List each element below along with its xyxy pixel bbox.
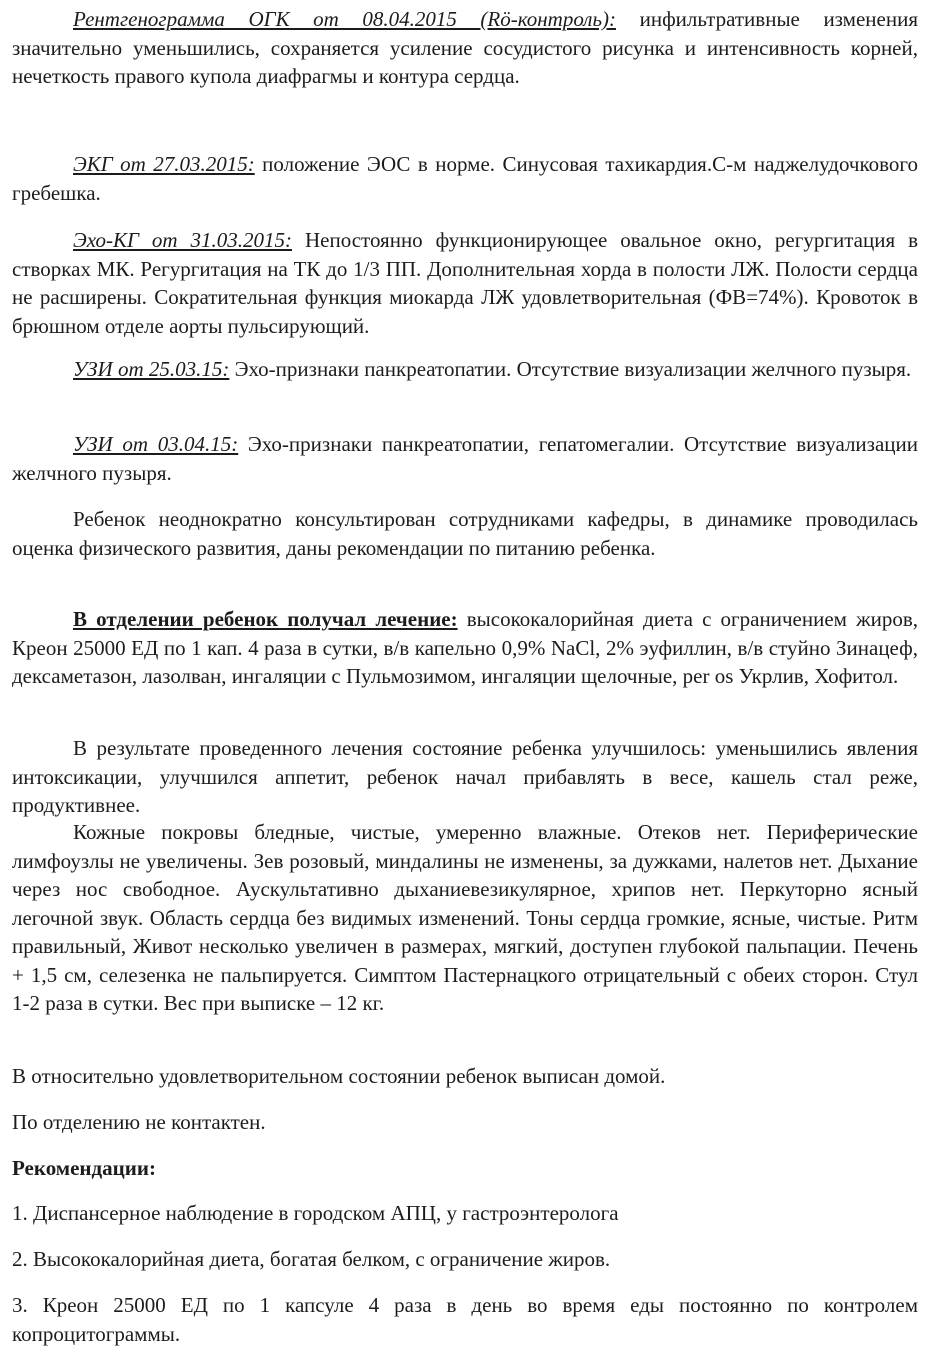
recommendation-item-3: 3. Креон 25000 ЕД по 1 капсуле 4 раза в день во время еды постоянно по контролем копроцитограммы.: [12, 1293, 918, 1346]
consultation-paragraph: Ребенок неоднократно консультирован сотрудниками кафедры, в динамике проводилась оценка физического развития, даны рекомендации по питанию ребенка.: [12, 507, 918, 560]
ekg-label: ЭКГ от 27.03.2015:: [73, 152, 255, 176]
echo-label: Эхо-КГ от 31.03.2015:: [73, 228, 293, 252]
echo-text: Непостоянно функционирующее овальное окно, регургитация в створках МК. Регургитация на ТК до 1/3 ПП. Дополнительная хорда в полости ЛЖ. Полости сердца не расширены. Сократительная функция миокарда ЛЖ удовлетворительная (ФВ=74%). Кровоток в брюшном отделе аорты пульсирующий.: [12, 228, 918, 338]
xray-text: инфильтративные изменения значительно уменьшились, сохраняется усиление сосудистого рисунка и интенсивность корней, нечеткость правого купола диафрагмы и контура сердца.: [12, 7, 918, 88]
echo-paragraph: [12, 226, 918, 340]
ekg-paragraph: [12, 150, 918, 207]
recommendation-item-2: 2. Высококалорийная диета, богатая белком, с ограничение жиров.: [12, 1247, 611, 1271]
result-paragraph: В результате проведенного лечения состояние ребенка улучшилось: уменьшились явления интоксикации, улучшился аппетит, ребенок начал прибавлять в весе, кашель стал реже, продуктивнее.: [12, 736, 918, 817]
treatment-text: высококалорийная диета с ограничением жиров, Креон 25000 ЕД по 1 кап. 4 раза в сутки, в/в капельно 0,9% NaCl, 2% эуфиллин, в/в стуйно Зинацеф, дексаметазон, лазолван, ингаляции с Пульмозимом, ингаляции щелочные, per os Укрлив, Хофитол.: [12, 607, 918, 688]
ultrasound-2-label: УЗИ от 03.04.15:: [73, 432, 239, 456]
ekg-text: положение ЭОС в норме. Синусовая тахикардия.С-м наджелудочкового гребешка.: [12, 152, 918, 205]
recommendations-title: Рекомендации:: [12, 1156, 156, 1180]
contact-paragraph: По отделению не контактен.: [12, 1110, 266, 1134]
treatment-paragraph: [12, 605, 918, 691]
ultrasound-1-text: Эхо-признаки панкреатопатии. Отсутствие визуализации желчного пузыря.: [229, 357, 912, 381]
recommendation-item-1: 1. Диспансерное наблюдение в городском АПЦ, у гастроэнтеролога: [12, 1201, 619, 1225]
ultrasound-1-paragraph: [12, 355, 918, 384]
xray-paragraph: [12, 5, 918, 91]
ultrasound-1-label: УЗИ от 25.03.15:: [73, 357, 230, 381]
discharge-paragraph: В относительно удовлетворительном состоянии ребенок выписан домой.: [12, 1064, 666, 1088]
status-paragraph: Кожные покровы бледные, чистые, умеренно влажные. Отеков нет. Периферические лимфоузлы не увеличены. Зев розовый, миндалины не изменены, за дужками, налетов нет. Дыхание через нос свободное. Аускультативно дыханиевезикулярное, хрипов нет. Перкуторно ясный легочной звук. Область сердца без видимых изменений. Тоны сердца громкие, ясные, чистые. Ритм правильный, Живот несколько увеличен в размерах, мягкий, доступен глубокой пальпации. Печень + 1,5 см, селезенка не пальпируется. Симптом Пастернацкого отрицательный с обеих сторон. Стул 1-2 раза в сутки. Вес при выписке – 12 кг.: [12, 820, 918, 1015]
treatment-label: В отделении ребенок получал лечение:: [73, 607, 458, 631]
ultrasound-2-text: Эхо-признаки панкреатопатии, гепатомегалии. Отсутствие визуализации желчного пузыря.: [12, 432, 918, 485]
xray-label: Рентгенограмма ОГК от 08.04.2015 (Rö-контроль):: [73, 7, 617, 31]
ultrasound-2-paragraph: [12, 430, 918, 487]
